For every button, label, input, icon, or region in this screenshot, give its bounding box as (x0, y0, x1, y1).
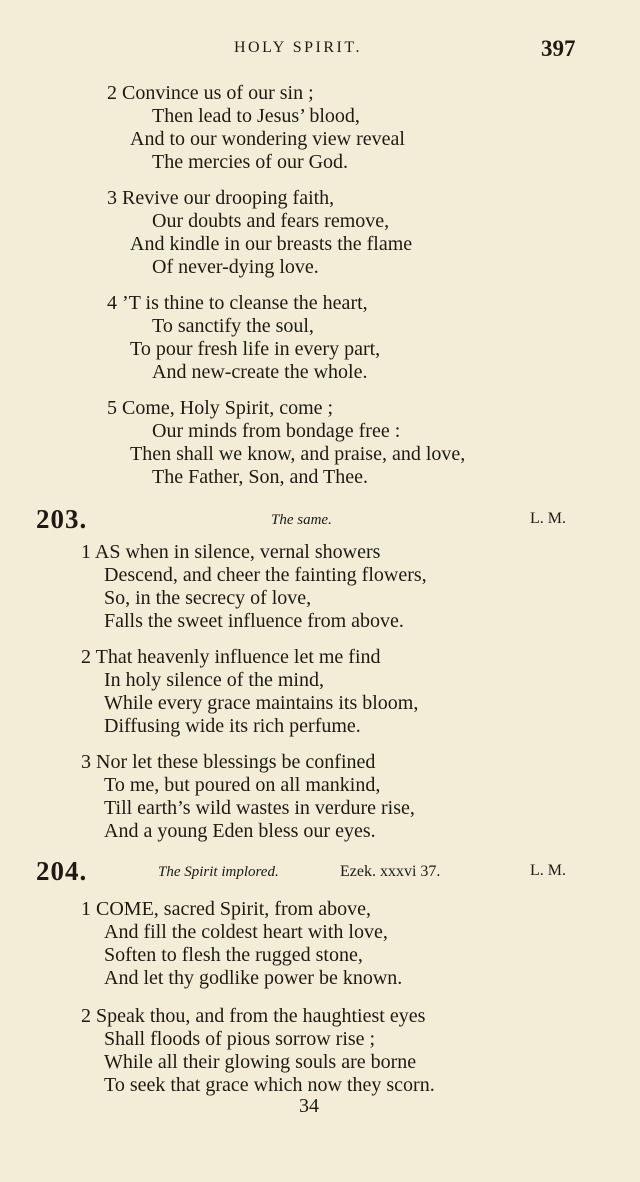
verse-line: The Father, Son, and Thee. (152, 466, 368, 488)
hymn-number: 203. (36, 504, 88, 534)
verse-line: 2 That heavenly influence let me find (81, 646, 381, 668)
verse-line: 1 COME, sacred Spirit, from above, (81, 898, 371, 920)
running-head (0, 36, 640, 60)
verse-line: 1 AS when in silence, vernal showers (81, 541, 381, 563)
verse-line: Diffusing wide its rich perfume. (104, 715, 361, 737)
scripture-reference: Ezek. xxxvi 37. (340, 863, 441, 880)
hymn-title: The same. (271, 512, 332, 528)
verse-line: 2 Speak thou, and from the haughtiest eyes (81, 1005, 426, 1027)
verse-line: While every grace maintains its bloom, (104, 692, 419, 714)
verse-line: Descend, and cheer the fainting flowers, (104, 564, 427, 586)
verse-line: So, in the secrecy of love, (104, 587, 312, 609)
hymn-heading (0, 856, 640, 886)
verse-line: 3 Revive our drooping faith, (107, 187, 335, 209)
hymn-meter: L. M. (530, 862, 566, 879)
running-title: HOLY SPIRIT. (234, 39, 362, 56)
verse-line: Till earth’s wild wastes in verdure rise, (104, 797, 415, 819)
page-number: 397 (541, 36, 576, 61)
verse-line: The mercies of our God. (152, 151, 349, 173)
verse-line: 2 Convince us of our sin ; (107, 82, 314, 104)
verse-line: Then shall we know, and praise, and love, (130, 443, 466, 465)
verse-line: 5 Come, Holy Spirit, come ; (107, 397, 334, 419)
verse-line: To sanctify the soul, (152, 315, 314, 337)
verse-line: 3 Nor let these blessings be confined (81, 751, 376, 773)
verse-line: Then lead to Jesus’ blood, (152, 105, 360, 127)
verse-line: And let thy godlike power be known. (104, 967, 403, 989)
verse-line: While all their glowing souls are borne (104, 1051, 417, 1073)
signature-mark: 34 (299, 1095, 319, 1117)
verse-line: And a young Eden bless our eyes. (104, 820, 376, 842)
verse-line: To seek that grace which now they scorn. (104, 1074, 435, 1096)
verse-line: And fill the coldest heart with love, (104, 921, 388, 943)
verse-line: And new-create the whole. (152, 361, 368, 383)
hymn-heading (0, 504, 640, 534)
hymn-meter: L. M. (530, 510, 566, 527)
verse-line: To me, but poured on all mankind, (104, 774, 381, 796)
verse-line: And to our wondering view reveal (130, 128, 405, 150)
verse-line: Soften to flesh the rugged stone, (104, 944, 363, 966)
verse-line: And kindle in our breasts the flame (130, 233, 413, 255)
verse-line: Falls the sweet influence from above. (104, 610, 404, 632)
verse-line: In holy silence of the mind, (104, 669, 324, 691)
hymn-title: The Spirit implored. (158, 864, 279, 880)
verse-line: Our minds from bondage free : (152, 420, 401, 442)
verse-line: Shall floods of pious sorrow rise ; (104, 1028, 376, 1050)
verse-line: Of never-dying love. (152, 256, 319, 278)
verse-line: To pour fresh life in every part, (130, 338, 381, 360)
verse-line: 4 ’T is thine to cleanse the heart, (107, 292, 368, 314)
hymn-number: 204. (36, 856, 88, 886)
verse-line: Our doubts and fears remove, (152, 210, 390, 232)
